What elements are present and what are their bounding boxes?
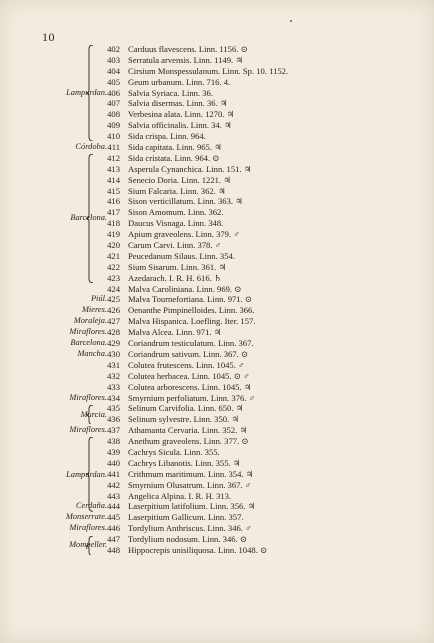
locality-label: Cerdaña. xyxy=(75,501,107,511)
catalogue-entry xyxy=(0,414,434,425)
species-name: Coriandrum sativum. Linn. 367. ⊙ xyxy=(128,348,249,359)
entry-number: 404 xyxy=(107,65,120,76)
catalogue-entry xyxy=(0,360,434,371)
catalogue-entry xyxy=(0,349,434,360)
locality-label: Piúl. xyxy=(90,294,107,304)
catalogue-entry xyxy=(0,142,434,153)
entry-number: 427 xyxy=(107,316,120,327)
entry-number: 432 xyxy=(107,370,120,381)
locality-label: Barcelona. xyxy=(70,338,107,348)
species-name: Sison verticillatum. Linn. 363. ♃ xyxy=(128,196,243,207)
catalogue-entry xyxy=(0,480,434,491)
species-name: Selinum sylvestre. Linn. 350. ♃ xyxy=(128,414,240,425)
catalogue-entry xyxy=(0,403,434,414)
catalogue-entry xyxy=(0,218,434,229)
species-name: Asperula Cynanchica. Linn. 151. ♃ xyxy=(128,163,252,174)
entry-number: 423 xyxy=(107,272,120,283)
catalogue-entry xyxy=(0,284,434,295)
entry-number: 420 xyxy=(107,240,120,251)
species-name: Anethum graveolens. Linn. 377. ⊙ xyxy=(128,436,249,447)
species-name: Geum urbanum. Linn. 716. 4. xyxy=(128,76,231,87)
entry-number: 422 xyxy=(107,261,120,272)
catalogue-entry xyxy=(0,55,434,66)
species-name: Colutea frutescens. Linn. 1045. ♂ xyxy=(128,359,245,370)
entry-number: 421 xyxy=(107,250,120,261)
entry-number: 429 xyxy=(107,338,120,349)
catalogue-entry xyxy=(0,523,434,534)
species-name: Senecio Doria. Linn. 1221. ♃ xyxy=(128,174,231,185)
catalogue-entry xyxy=(0,316,434,327)
locality-label: Miraflores. xyxy=(69,523,107,533)
catalogue-entry xyxy=(0,164,434,175)
species-name: Sium Falcaria. Linn. 362. ♃ xyxy=(128,185,226,196)
catalogue-entry xyxy=(0,262,434,273)
species-name: Colutea arborescens. Linn. 1045. ♃ xyxy=(128,381,252,392)
locality-label: Miraflores. xyxy=(69,425,107,435)
species-name: Malva Alcea. Linn. 971. ♃ xyxy=(128,327,222,338)
entry-number: 437 xyxy=(107,425,120,436)
catalogue-entry xyxy=(0,294,434,305)
entry-number: 440 xyxy=(107,457,120,468)
species-name: Salvia Syriaca. Linn. 36. xyxy=(128,87,213,98)
species-name: Malva Tournefortiana. Linn. 971. ⊙ xyxy=(128,294,253,305)
entry-number: 415 xyxy=(107,185,120,196)
species-name: Crithmum maritimum. Linn. 354. ♃ xyxy=(128,468,254,479)
entry-number: 436 xyxy=(107,414,120,425)
catalogue-entry xyxy=(0,153,434,164)
group-locality-label: Lampurdan. xyxy=(66,88,107,98)
entry-number: 439 xyxy=(107,446,120,457)
entry-number: 431 xyxy=(107,359,120,370)
group-locality-label: Murcia. xyxy=(80,409,107,419)
entry-number: 435 xyxy=(107,403,120,414)
catalogue-entry xyxy=(0,371,434,382)
species-name: Smyrnium Olusatrum. Linn. 367. ♂ xyxy=(128,479,252,490)
catalogue-entry xyxy=(0,491,434,502)
catalogue-entry xyxy=(0,393,434,404)
page-number: 10 xyxy=(42,30,55,44)
species-name: Salvia officinalis. Linn. 34. ♃ xyxy=(128,120,232,131)
entry-number: 413 xyxy=(107,163,120,174)
group-locality-label: Mompeller. xyxy=(69,540,107,550)
catalogue-entry xyxy=(0,305,434,316)
entry-number: 433 xyxy=(107,381,120,392)
species-name: Selinum Carvifolia. Linn. 650. ♃ xyxy=(128,403,244,414)
ink-speck xyxy=(290,20,292,22)
species-name: Tordylium Anthriscus. Linn. 346. ♂ xyxy=(128,523,252,534)
entry-number: 406 xyxy=(107,87,120,98)
species-name: Carduus flavescens. Linn. 1156. ⊙ xyxy=(128,44,248,54)
species-name: Salvia disermas. Linn. 36. ♃ xyxy=(128,98,228,109)
catalogue-entry xyxy=(0,207,434,218)
entry-number: 402 xyxy=(107,44,120,54)
species-name: Sium Sisarum. Linn. 361. ♃ xyxy=(128,261,227,272)
locality-label: Mieres. xyxy=(81,305,107,315)
species-name: Hippocrepis unisiliquosa. Linn. 1048. ⊙ xyxy=(128,544,268,555)
entry-number: 416 xyxy=(107,196,120,207)
species-name: Azedarach. I. R. H. 616. ♄ xyxy=(128,272,222,283)
entry-number: 418 xyxy=(107,218,120,229)
entry-number: 445 xyxy=(107,512,120,523)
entry-number: 444 xyxy=(107,501,120,512)
entry-number: 426 xyxy=(107,305,120,316)
entry-number: 409 xyxy=(107,120,120,131)
group-locality-label: Barcelona. xyxy=(70,213,107,223)
locality-label: Miraflores. xyxy=(69,327,107,337)
catalogue-entry xyxy=(0,501,434,512)
catalogue-entry xyxy=(0,229,434,240)
catalogue-entry xyxy=(0,109,434,120)
species-name: Peucedanum Silaus. Linn. 354. xyxy=(128,250,235,261)
entry-number: 414 xyxy=(107,174,120,185)
catalogue-entry xyxy=(0,44,434,55)
species-name: Oenanthe Pimpinelloides. Linn. 366. xyxy=(128,305,255,316)
catalogue-entry xyxy=(0,66,434,77)
entry-number: 410 xyxy=(107,131,120,142)
entry-number: 430 xyxy=(107,348,120,359)
entry-number: 428 xyxy=(107,327,120,338)
locality-label: Mancha. xyxy=(77,348,107,358)
catalogue-entry xyxy=(0,545,434,556)
species-name: Malva Hispanica. Loefling. Iter. 157. xyxy=(128,316,256,327)
locality-label: Miraflores. xyxy=(69,392,107,402)
species-name: Sida capitata. Linn. 965. ♃ xyxy=(128,142,222,153)
locality-label: Córdoba. xyxy=(75,142,107,152)
catalogue-entry xyxy=(0,534,434,545)
entry-number: 441 xyxy=(107,468,120,479)
entry-number: 425 xyxy=(107,294,120,305)
catalogue-entry xyxy=(0,98,434,109)
entry-number: 407 xyxy=(107,98,120,109)
catalogue-entry xyxy=(0,131,434,142)
species-name: Sida crispa. Linn. 964. xyxy=(128,131,206,142)
catalogue-entry xyxy=(0,436,434,447)
catalogue-entry xyxy=(0,175,434,186)
species-name: Smyrnium perfoliatum. Linn. 376. ♂ xyxy=(128,392,255,403)
species-name: Apium graveolens. Linn. 379. ♂ xyxy=(128,229,240,240)
catalogue-entry xyxy=(0,425,434,436)
species-name: Laserpitium latifolium. Linn. 356. ♃ xyxy=(128,501,256,512)
species-name: Sison Amomum. Linn. 362. xyxy=(128,207,224,218)
catalogue-entry xyxy=(0,240,434,251)
species-name: Verbesina alata. Linn. 1270. ♃ xyxy=(128,109,235,120)
species-name: Sida cristata. Linn. 964. ⊙ xyxy=(128,152,220,163)
entry-number: 417 xyxy=(107,207,120,218)
catalogue-entry xyxy=(0,447,434,458)
species-name: Tordylium nodosum. Linn. 346. ⊙ xyxy=(128,534,248,545)
species-name: Cachrys Libanotis. Linn. 355. ♃ xyxy=(128,457,241,468)
locality-label: Moraleja. xyxy=(73,316,107,326)
entry-number: 424 xyxy=(107,283,120,294)
species-name: Angelica Alpina. I. R. H. 313. xyxy=(128,490,232,501)
plant-catalogue-list xyxy=(0,44,434,556)
entry-number: 438 xyxy=(107,436,120,447)
entry-number: 412 xyxy=(107,152,120,163)
species-name: Athamanta Cervaria. Linn. 352. ♃ xyxy=(128,425,248,436)
species-name: Serratula arvensis. Linn. 1149. ♃ xyxy=(128,54,244,65)
entry-number: 434 xyxy=(107,392,120,403)
catalogue-entry xyxy=(0,251,434,262)
species-name: Cirsium Monspessulanum. Linn. Sp. 10. 1152. xyxy=(128,65,289,76)
catalogue-entry xyxy=(0,120,434,131)
species-name: Daucus Visnaga. Linn. 348. xyxy=(128,218,224,229)
entry-number: 448 xyxy=(107,544,120,555)
catalogue-entry xyxy=(0,196,434,207)
species-name: Malva Caroliniana. Linn. 969. ⊙ xyxy=(128,283,242,294)
entry-number: 419 xyxy=(107,229,120,240)
species-name: Laserpitium Gallicum. Linn. 357. xyxy=(128,512,244,523)
species-name: Colutea herbacea. Linn. 1045. ⊙ ♂ xyxy=(128,370,250,381)
entry-number: 405 xyxy=(107,76,120,87)
locality-label: Monserrate. xyxy=(65,512,107,522)
entry-number: 408 xyxy=(107,109,120,120)
catalogue-entry xyxy=(0,458,434,469)
entry-number: 447 xyxy=(107,534,120,545)
catalogue-entry xyxy=(0,327,434,338)
catalogue-entry xyxy=(0,77,434,88)
catalogue-entry xyxy=(0,512,434,523)
catalogue-entry xyxy=(0,186,434,197)
catalogue-entry xyxy=(0,382,434,393)
group-locality-label: Lampurdan. xyxy=(66,469,107,479)
entry-number: 442 xyxy=(107,479,120,490)
entry-number: 411 xyxy=(107,142,120,153)
species-name: Coriandrum testiculatum. Linn. 367. xyxy=(128,338,254,349)
catalogue-entry xyxy=(0,273,434,284)
species-name: Carum Carvi. Linn. 378. ♂ xyxy=(128,240,222,251)
entry-number: 403 xyxy=(107,54,120,65)
catalogue-entry xyxy=(0,338,434,349)
entry-number: 443 xyxy=(107,490,120,501)
species-name: Cachrys Sicula. Linn. 355. xyxy=(128,446,220,457)
entry-number: 446 xyxy=(107,523,120,534)
